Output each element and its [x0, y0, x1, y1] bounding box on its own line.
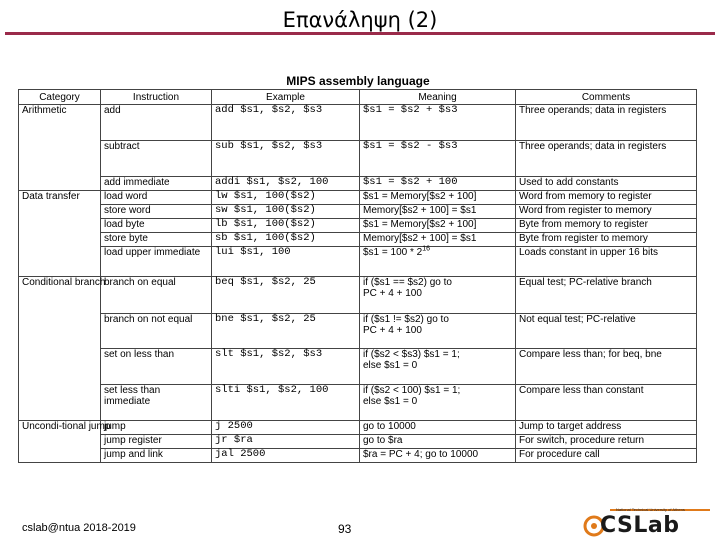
- example-cell: lui $s1, 100: [212, 247, 360, 277]
- meaning-line: if ($s2 < 100) $s1 = 1;: [363, 385, 461, 396]
- meaning-cell: [360, 385, 516, 421]
- comment-cell: Byte from memory to register: [516, 219, 697, 233]
- comment-cell: Compare less than constant: [516, 385, 697, 421]
- table-caption: MIPS assembly language: [286, 74, 430, 88]
- table-row: [19, 421, 697, 435]
- meaning-line: if ($s1 != $s2) go to: [363, 314, 449, 325]
- example-cell: j 2500: [212, 421, 360, 435]
- instruction-cell: [101, 385, 212, 421]
- table-row: [19, 205, 697, 219]
- table-row: [19, 449, 697, 463]
- header-category: Category: [19, 90, 101, 105]
- page-number: 93: [338, 522, 352, 536]
- comment-cell: Word from register to memory: [516, 205, 697, 219]
- example-cell: slt $s1, $s2, $s3: [212, 349, 360, 385]
- instruction-cell: add immediate: [101, 177, 212, 191]
- table-row: [19, 314, 697, 349]
- comment-cell: Three operands; data in registers: [516, 105, 697, 141]
- comment-cell: Not equal test; PC-relative: [516, 314, 697, 349]
- instruction-line: set less than: [104, 385, 161, 396]
- mips-instruction-table: [18, 89, 697, 463]
- meaning-cell: [360, 349, 516, 385]
- example-cell: sw $s1, 100($s2): [212, 205, 360, 219]
- category-data-transfer: Data transfer: [19, 191, 101, 277]
- instruction-cell: jump: [101, 421, 212, 435]
- meaning-cell: $s1 = $s2 + 100: [360, 177, 516, 191]
- example-cell: sub $s1, $s2, $s3: [212, 141, 360, 177]
- example-cell: add $s1, $s2, $s3: [212, 105, 360, 141]
- meaning-cell: go to 10000: [360, 421, 516, 435]
- meaning-cell: Memory[$s2 + 100] = $s1: [360, 205, 516, 219]
- table-row: [19, 435, 697, 449]
- instruction-cell: jump register: [101, 435, 212, 449]
- example-cell: bne $s1, $s2, 25: [212, 314, 360, 349]
- table-row: [19, 191, 697, 205]
- meaning-cell: [360, 277, 516, 314]
- meaning-line: if ($s1 == $s2) go to: [363, 277, 452, 288]
- instruction-cell: branch on not equal: [101, 314, 212, 349]
- table-row: [19, 349, 697, 385]
- instruction-cell: subtract: [101, 141, 212, 177]
- table-row: [19, 219, 697, 233]
- table-row: [19, 385, 697, 421]
- header-comments: Comments: [516, 90, 697, 105]
- meaning-cell: [360, 314, 516, 349]
- meaning-line: PC + 4 + 100: [363, 288, 422, 299]
- comment-cell: For procedure call: [516, 449, 697, 463]
- meaning-line: else $s1 = 0: [363, 396, 418, 407]
- meaning-cell: $s1 = Memory[$s2 + 100]: [360, 191, 516, 205]
- slide-title: Επανάληψη (2): [282, 8, 438, 32]
- instruction-cell: branch on equal: [101, 277, 212, 314]
- table-row: [19, 177, 697, 191]
- header-instruction: Instruction: [101, 90, 212, 105]
- example-cell: addi $s1, $s2, 100: [212, 177, 360, 191]
- instruction-cell: jump and link: [101, 449, 212, 463]
- table-row: [19, 247, 697, 277]
- comment-cell: Byte from register to memory: [516, 233, 697, 247]
- logo-caption: National Technical University of Athens: [616, 507, 685, 512]
- logo-text: CSLab: [600, 513, 680, 538]
- category-conditional-branch: Conditional branch: [19, 277, 101, 421]
- title-divider: [5, 32, 715, 35]
- meaning-line: else $s1 = 0: [363, 360, 418, 371]
- comment-cell: Loads constant in upper 16 bits: [516, 247, 697, 277]
- meaning-cell: $s1 = $s2 - $s3: [360, 141, 516, 177]
- example-cell: jr $ra: [212, 435, 360, 449]
- example-cell: lb $s1, 100($s2): [212, 219, 360, 233]
- instruction-cell: load word: [101, 191, 212, 205]
- meaning-cell: Memory[$s2 + 100] = $s1: [360, 233, 516, 247]
- meaning-cell: $s1 = Memory[$s2 + 100]: [360, 219, 516, 233]
- instruction-cell: load byte: [101, 219, 212, 233]
- table-row: [19, 141, 697, 177]
- category-arithmetic: Arithmetic: [19, 105, 101, 191]
- comment-cell: Equal test; PC-relative branch: [516, 277, 697, 314]
- example-cell: beq $s1, $s2, 25: [212, 277, 360, 314]
- instruction-cell: store byte: [101, 233, 212, 247]
- meaning-line: PC + 4 + 100: [363, 325, 422, 336]
- comment-cell: Word from memory to register: [516, 191, 697, 205]
- meaning-exponent: 16: [422, 245, 431, 253]
- instruction-cell: load upper immediate: [101, 247, 212, 277]
- table-header-row: [19, 90, 697, 105]
- category-unconditional-jump: Uncondi-tional jump: [19, 421, 101, 463]
- header-example: Example: [212, 90, 360, 105]
- instruction-line: immediate: [104, 396, 151, 407]
- table-row: [19, 105, 697, 141]
- table-row: [19, 233, 697, 247]
- table-row: [19, 277, 697, 314]
- meaning-cell: [360, 247, 516, 277]
- example-cell: sb $s1, 100($s2): [212, 233, 360, 247]
- example-cell: jal 2500: [212, 449, 360, 463]
- instruction-cell: store word: [101, 205, 212, 219]
- meaning-cell: $ra = PC + 4; go to 10000: [360, 449, 516, 463]
- footer-course-label: cslab@ntua 2018-2019: [22, 522, 136, 534]
- instruction-cell: set on less than: [101, 349, 212, 385]
- comment-cell: For switch, procedure return: [516, 435, 697, 449]
- comment-cell: Jump to target address: [516, 421, 697, 435]
- comment-cell: Used to add constants: [516, 177, 697, 191]
- comment-cell: Three operands; data in registers: [516, 141, 697, 177]
- meaning-line: if ($s2 < $s3) $s1 = 1;: [363, 349, 460, 360]
- header-meaning: Meaning: [360, 90, 516, 105]
- example-cell: lw $s1, 100($s2): [212, 191, 360, 205]
- comment-cell: Compare less than; for beq, bne: [516, 349, 697, 385]
- cslab-logo: [580, 505, 720, 540]
- meaning-base: $s1 = 100 * 2: [363, 247, 423, 258]
- example-cell: slti $s1, $s2, 100: [212, 385, 360, 421]
- meaning-cell: go to $ra: [360, 435, 516, 449]
- meaning-cell: $s1 = $s2 + $s3: [360, 105, 516, 141]
- instruction-cell: add: [101, 105, 212, 141]
